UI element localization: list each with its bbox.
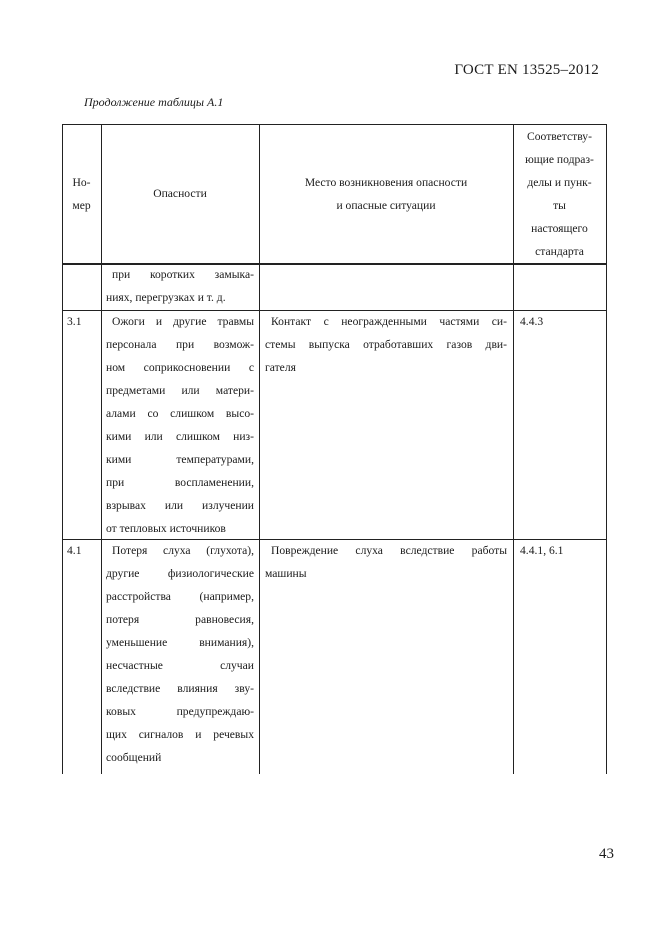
hazard-line: расстройства (например, — [106, 590, 254, 603]
row-number: 4.1 — [67, 544, 82, 557]
hazard-line: щих сигналов и речевых — [106, 728, 254, 741]
table-row-2-number — [67, 539, 99, 562]
header-standard — [513, 124, 606, 263]
table-caption: Продолжение таблицы А.1 — [84, 95, 224, 109]
hazard-line: при коротких замыка- — [112, 268, 254, 281]
header-hazard-line: Опасности — [153, 187, 207, 200]
standard-ref: 4.4.1, 6.1 — [520, 544, 564, 557]
hazard-line: потеря равновесия, — [106, 613, 254, 626]
location-line: машины — [265, 567, 307, 580]
hazard-line: несчастные случаи — [106, 659, 254, 672]
hazard-line: взрывах или излучении — [106, 499, 254, 512]
header-location — [259, 124, 513, 263]
hazard-line: сообщений — [106, 751, 162, 764]
hazard-line: алами со слишком высо- — [106, 407, 254, 420]
location-line: гателя — [265, 361, 296, 374]
table-row-1-standard — [520, 310, 604, 333]
hazard-line: другие физиологические — [106, 567, 254, 580]
hazard-line: ниях, перегрузках и т. д. — [106, 291, 226, 304]
hazard-table — [62, 124, 607, 774]
header-standard-line: Соответству- — [527, 129, 592, 143]
table-row-1-number — [67, 310, 99, 333]
hazard-line: предметами или матери- — [106, 384, 254, 397]
page-number: 43 — [599, 846, 614, 862]
header-standard-line: стандарта — [535, 244, 584, 258]
header-standard-line: делы и пунк- — [527, 175, 592, 189]
table-row-0-hazard — [106, 263, 254, 309]
header-number-line: мер — [72, 198, 91, 212]
header-number-line: Но- — [72, 175, 91, 189]
header-number — [62, 124, 101, 263]
location-line: Контакт с неогражденными частями си- — [271, 315, 507, 328]
header-standard-line: настоящего — [531, 221, 588, 235]
row-number: 3.1 — [67, 315, 82, 328]
table-row-1-hazard — [106, 310, 254, 540]
hazard-line: кими температурами, — [106, 453, 254, 466]
table-row-2-hazard — [106, 539, 254, 769]
location-line: стемы выпуска отработавших газов дви- — [265, 338, 507, 351]
header-standard-line: ющие подраз- — [525, 152, 594, 166]
hazard-line: персонала при возмож- — [106, 338, 254, 351]
standard-ref: 4.4.3 — [520, 315, 544, 328]
location-line: Повреждение слуха вследствие работы — [271, 544, 507, 557]
hazard-line: кими или слишком низ- — [106, 430, 254, 443]
table-row-2-standard — [520, 539, 604, 562]
hazard-line: Потеря слуха (глухота), — [112, 544, 254, 557]
hazard-line: вследствие влияния зву- — [106, 682, 254, 695]
hazard-line: ковых предупреждаю- — [106, 705, 254, 718]
hazard-line: от тепловых источников — [106, 522, 226, 535]
table-border-right — [606, 124, 607, 774]
header-location-line: и опасные ситуации — [336, 198, 436, 212]
hazard-line: Ожоги и другие травмы — [112, 315, 254, 328]
table-row-1-location — [265, 310, 507, 379]
table-row-2-location — [265, 539, 507, 585]
header-location-line: Место возникновения опасности — [304, 175, 468, 189]
hazard-line: ном соприкосновении с — [106, 361, 254, 374]
header-standard-line: ты — [553, 198, 566, 212]
hazard-line: уменьшение внимания), — [106, 636, 254, 649]
header-hazard — [101, 124, 259, 263]
hazard-line: при воспламенении, — [106, 476, 254, 489]
document-code: ГОСТ EN 13525–2012 — [454, 62, 599, 78]
